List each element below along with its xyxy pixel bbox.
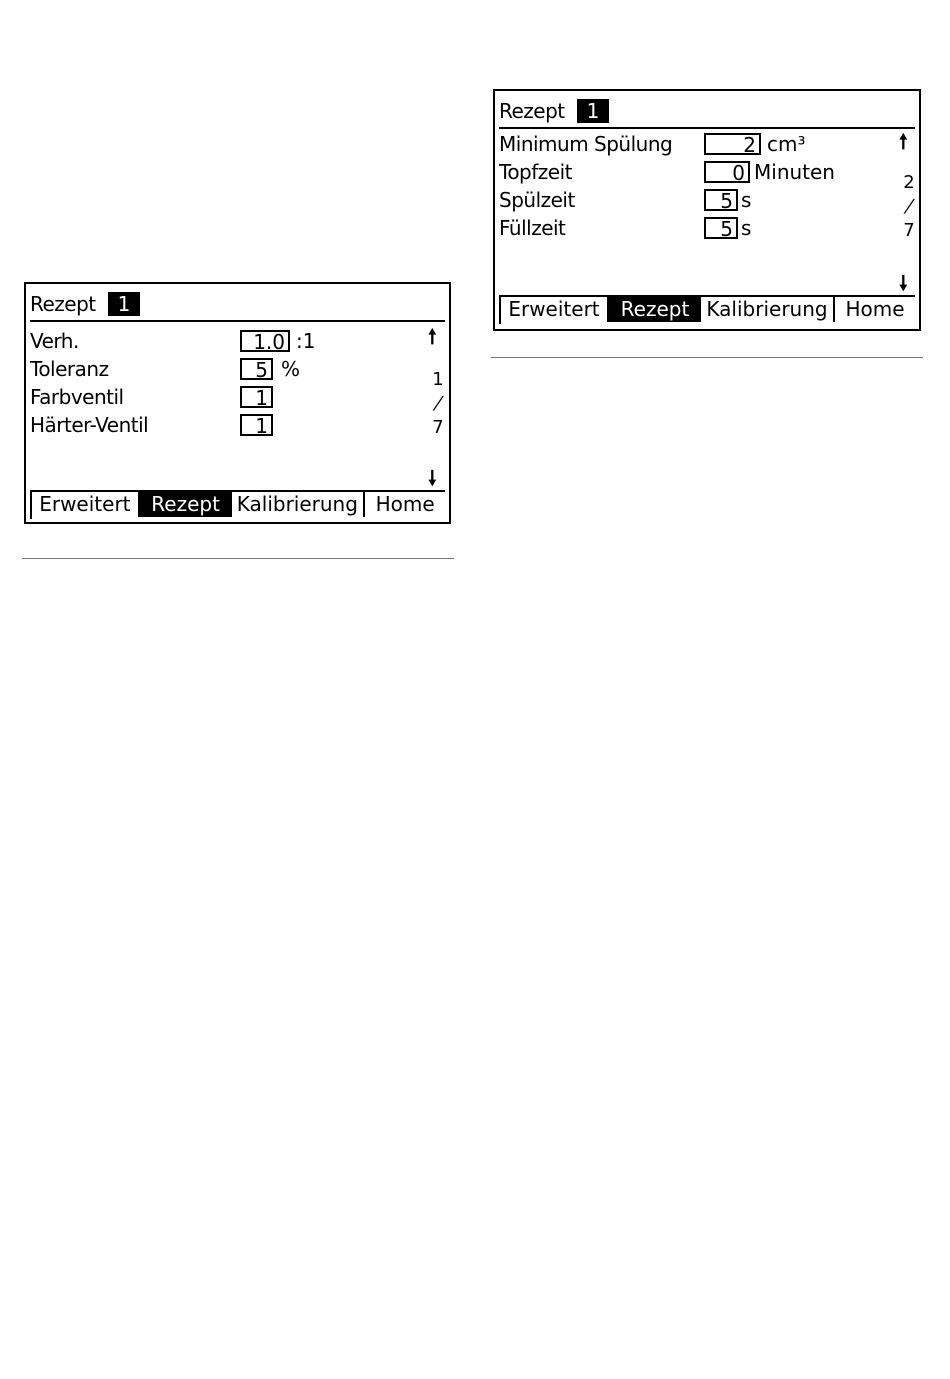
page-total: 7 <box>432 417 444 438</box>
tab-bar <box>30 490 445 519</box>
hardener-valve-label: Härter-Ventil <box>30 413 149 437</box>
page-current: 2 <box>903 172 915 193</box>
tab-erweitert[interactable]: Erweitert <box>501 297 609 322</box>
page-indicator <box>431 368 445 440</box>
tolerance-unit: % <box>281 357 301 381</box>
tolerance-label: Toleranz <box>30 357 109 381</box>
scroll-down-arrow-icon[interactable]: 🠗 <box>428 466 437 490</box>
color-valve-label: Farbventil <box>30 385 124 409</box>
ratio-input[interactable]: 1.0 <box>240 330 290 352</box>
screen-header <box>499 91 915 129</box>
tab-erweitert[interactable]: Erweitert <box>32 492 140 517</box>
scroll-up-arrow-icon[interactable]: 🠕 <box>899 129 908 153</box>
tolerance-input[interactable]: 5 <box>240 358 273 380</box>
pot-life-input[interactable]: 0 <box>704 161 750 183</box>
min-flush-unit: cm³ <box>767 132 806 156</box>
page-total: 7 <box>903 220 915 241</box>
page-separator: / <box>902 196 917 217</box>
scroll-down-arrow-icon[interactable]: 🠗 <box>899 271 908 295</box>
page-separator: / <box>431 393 446 414</box>
ratio-label: Verh. <box>30 329 79 353</box>
ratio-unit: :1 <box>296 329 316 353</box>
recipe-number-field[interactable]: 1 <box>577 99 609 123</box>
min-flush-label: Minimum Spülung <box>499 132 673 156</box>
pot-life-unit: Minuten <box>754 160 835 184</box>
tab-bar <box>499 295 915 324</box>
scroll-up-arrow-icon[interactable]: 🠕 <box>428 324 437 348</box>
page-indicator <box>902 171 916 243</box>
tab-kalibrierung[interactable]: Kalibrierung <box>701 297 835 322</box>
flush-time-unit: s <box>741 188 752 212</box>
tab-rezept[interactable]: Rezept <box>140 492 232 517</box>
color-valve-input[interactable]: 1 <box>240 386 273 408</box>
screen-header <box>30 284 445 322</box>
tab-home[interactable]: Home <box>375 492 435 516</box>
tab-kalibrierung[interactable]: Kalibrierung <box>232 492 366 517</box>
page-current: 1 <box>432 369 444 390</box>
tab-home[interactable]: Home <box>845 297 905 321</box>
fill-time-input[interactable]: 5 <box>704 217 738 239</box>
tab-rezept[interactable]: Rezept <box>609 297 701 322</box>
recipe-screen-page-2 <box>493 89 921 331</box>
recipe-number-field[interactable]: 1 <box>108 292 140 316</box>
screen-title: Rezept <box>30 292 96 316</box>
flush-time-input[interactable]: 5 <box>704 189 738 211</box>
hardener-valve-input[interactable]: 1 <box>240 414 273 436</box>
divider-line <box>22 558 454 559</box>
pot-life-label: Topfzeit <box>499 160 572 184</box>
flush-time-label: Spülzeit <box>499 188 575 212</box>
min-flush-input[interactable]: 2 <box>704 133 761 155</box>
screen-title: Rezept <box>499 99 565 123</box>
recipe-screen-page-1 <box>24 282 451 524</box>
fill-time-unit: s <box>741 216 752 240</box>
divider-line <box>491 357 923 358</box>
fill-time-label: Füllzeit <box>499 216 566 240</box>
